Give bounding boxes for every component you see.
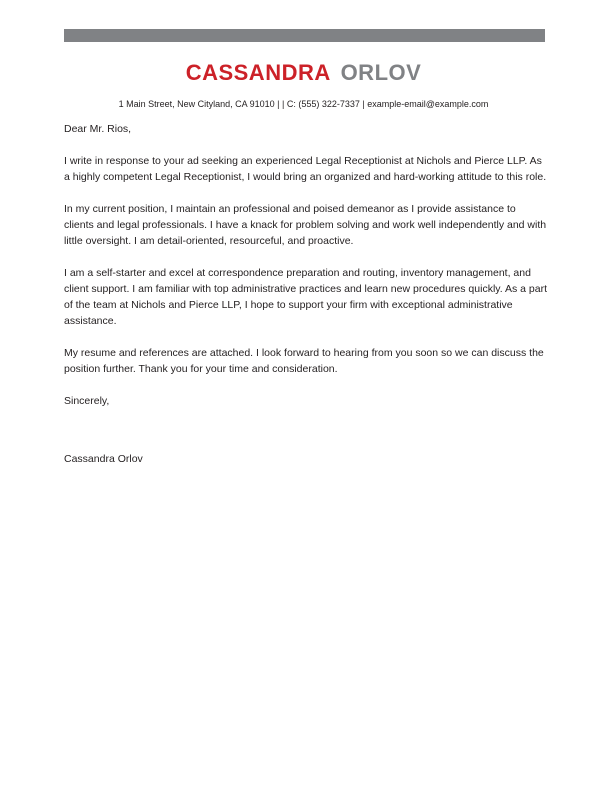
first-name: CASSANDRA [185, 60, 330, 85]
last-name: ORLOV [340, 60, 422, 85]
contact-info-line: 1 Main Street, New Cityland, CA 91010 | | C: (555) 322-7337 | example-email@example.com [118, 99, 489, 109]
page-title [0, 60, 607, 86]
letter-paragraph: I write in response to your ad seeking an experienced Legal Receptionist at Nichols and Pierce LLP. As a highly competent Legal Receptionist, I would bring an organized and hard-working attitude to this role. [64, 155, 547, 183]
salutation: Dear Mr. Rios, [64, 123, 132, 135]
letter-paragraph: In my current position, I maintain an professional and poised demeanor as I provide assistance to clients and legal professionals. I have a knack for problem solving and work well independently and with little oversight. I am detail-oriented, resourceful, and proactive. [64, 203, 547, 247]
letter-body [64, 121, 548, 467]
header-divider-bar [64, 29, 545, 42]
closing: Sincerely, [64, 395, 110, 407]
letter-paragraph: My resume and references are attached. I look forward to hearing from you soon so we can discuss the position further. Thank you for your time and consideration. [64, 347, 544, 375]
letter-paragraph: I am a self-starter and excel at correspondence preparation and routing, inventory management, and client support. I am familiar with top administrative practices and learn new procedures quickly. As a part of the team at Nichols and Pierce LLP, I hope to support your firm with exceptional administrative assistance. [64, 267, 548, 327]
signature-name: Cassandra Orlov [64, 453, 143, 465]
